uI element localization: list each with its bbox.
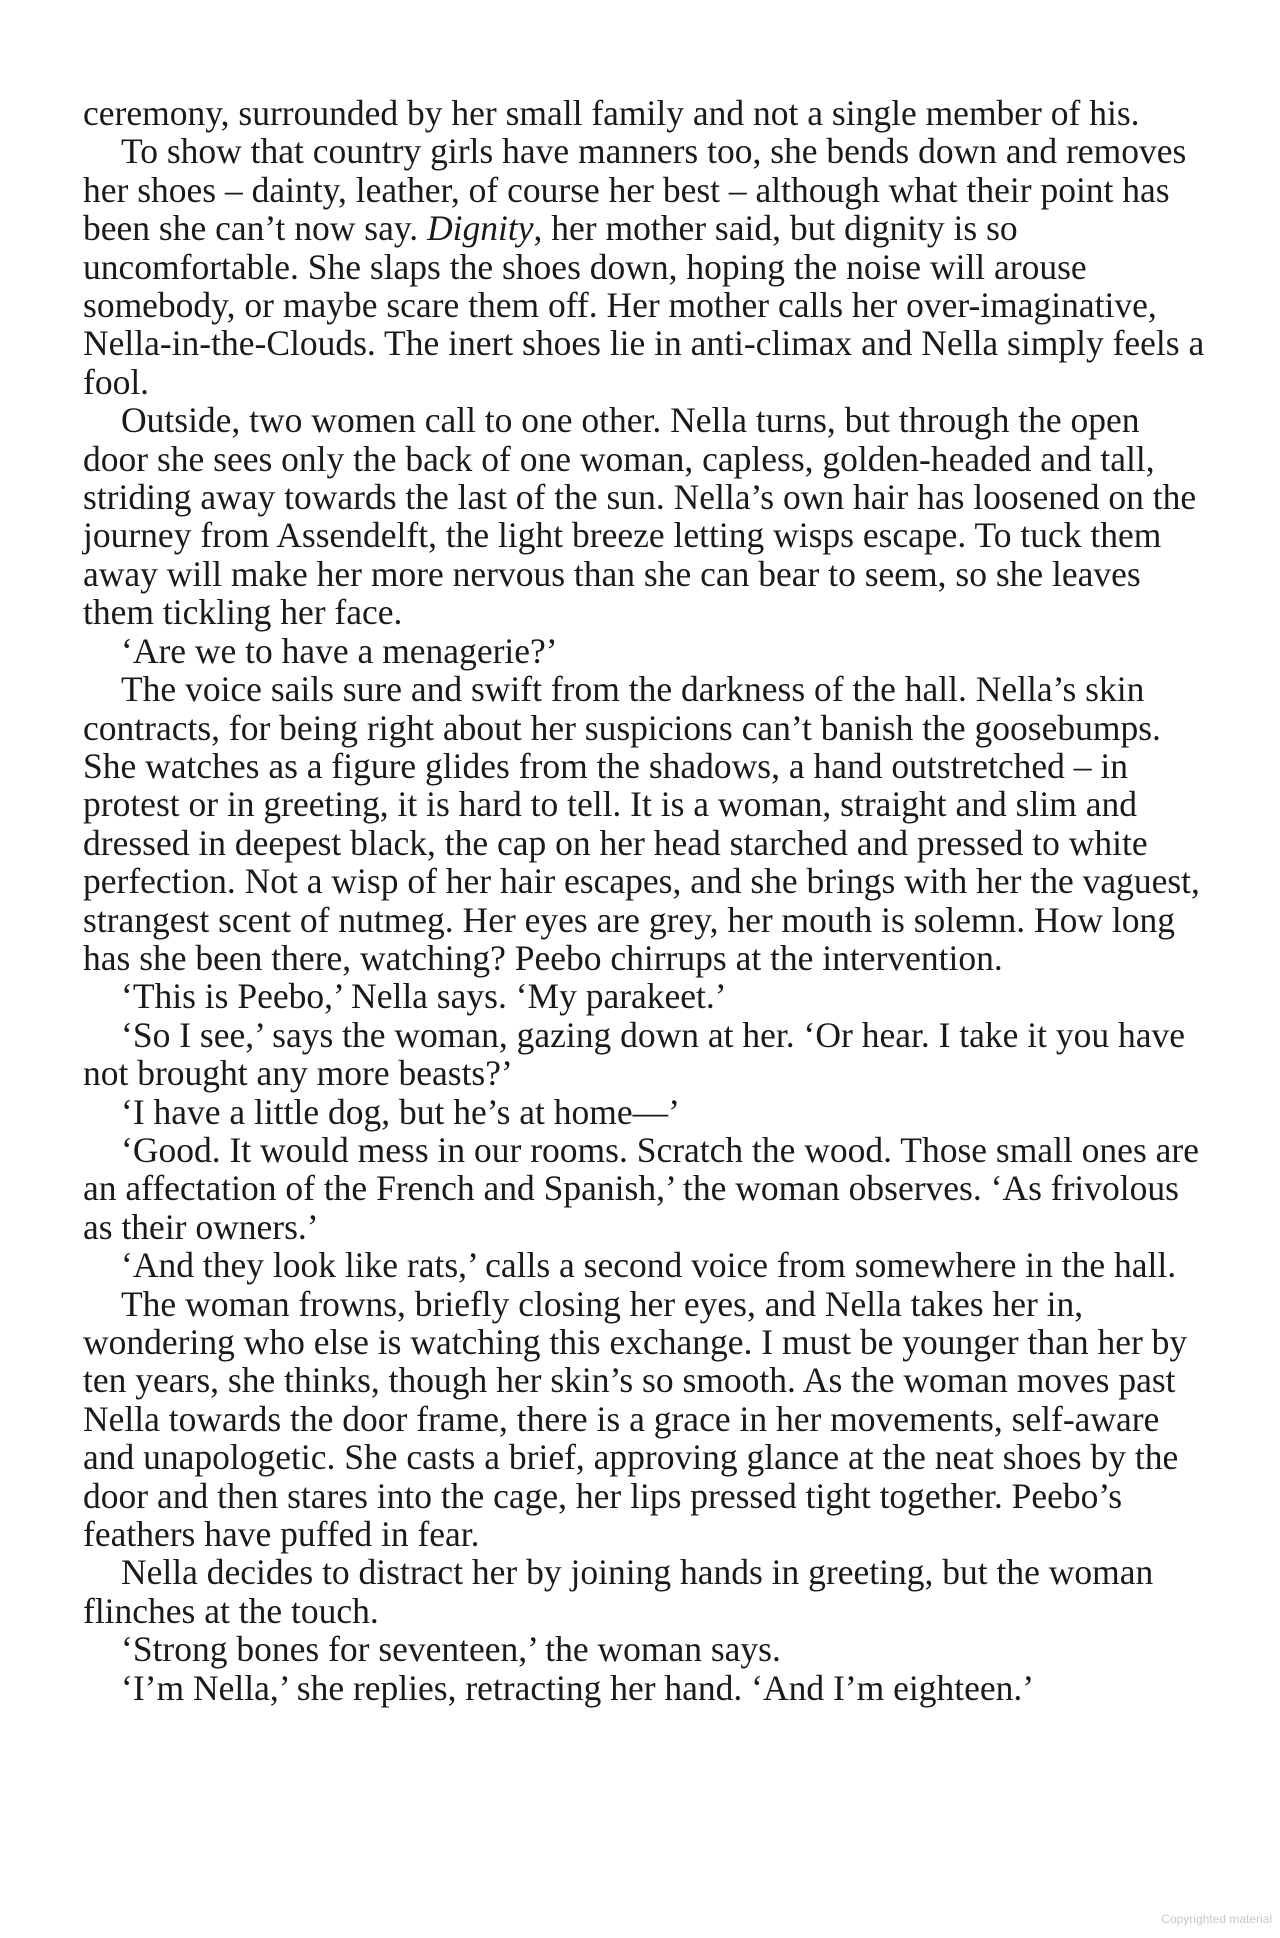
copyright-watermark: Copyrighted material (1161, 1912, 1272, 1926)
paragraph-2 (83, 132, 1213, 401)
paragraph-8: ‘I have a little dog, but he’s at home—’ (121, 1091, 680, 1132)
paragraph-2-italic-dignity: Dignity (427, 208, 534, 249)
paragraph-2-text-after: , her mother said, but dignity is so uncomfortable. She slaps the shoes down, hoping the noise will arouse somebody, or maybe scare them off. Her mother calls her over-imaginative, Nella-in-the-Clouds. The inert shoes lie in anti-climax and Nella simply feels a fool. (83, 208, 1205, 402)
paragraph-14: ‘I’m Nella,’ she replies, retracting her hand. ‘And I’m eighteen.’ (121, 1667, 1035, 1708)
paragraph-7: ‘So I see,’ says the woman, gazing down at her. ‘Or hear. I take it you have not brought any more beasts?’ (83, 1014, 1186, 1094)
paragraph-6: ‘This is Peebo,’ Nella says. ‘My parakeet.’ (121, 976, 727, 1017)
paragraph-2-text-before: To show that country girls have manners too, she bends down and removes her shoes – dainty, leather, of course her best – although what their point has been she can’t now say. (83, 131, 1187, 249)
paragraph-11: The woman frowns, briefly closing her eyes, and Nella takes her in, wondering who else is watching this exchange. I must be younger than her by ten years, she thinks, though her skin’s so smooth. As the woman moves past Nella towards the door frame, there is a grace in her movements, self-aware and unapologetic. She casts a brief, approving glance at the neat shoes by the door and then stares into the cage, her lips pressed tight together. Peebo’s feathers have puffed in fear. (83, 1283, 1188, 1555)
paragraph-3: Outside, two women call to one other. Nella turns, but through the open door she sees only the back of one woman, capless, golden-headed and tall, striding away towards the last of the sun. Nella’s own hair has loosened on the journey from Assendelft, the light breeze letting wisps escape. To tuck them away will make her more nervous than she can bear to seem, so she leaves them tickling her face. (83, 400, 1197, 633)
paragraph-1: ceremony, surrounded by her small family and not a single member of his. (83, 93, 1140, 133)
page-body-text (83, 94, 1213, 1707)
paragraph-13: ‘Strong bones for seventeen,’ the woman says. (121, 1629, 781, 1670)
paragraph-10: ‘And they look like rats,’ calls a second voice from somewhere in the hall. (121, 1245, 1177, 1286)
paragraph-5: The voice sails sure and swift from the darkness of the hall. Nella’s skin contracts, for being right about her suspicions can’t banish the goosebumps. She watches as a figure glides from the shadows, a hand outstretched – in protest or in greeting, it is hard to tell. It is a woman, straight and slim and dressed in deepest black, the cap on her head starched and pressed to white perfection. Not a wisp of her hair escapes, and she brings with her the vaguest, strangest scent of nutmeg. Her eyes are grey, her mouth is solemn. How long has she been there, watching? Peebo chirrups at the intervention. (83, 669, 1200, 978)
paragraph-9: ‘Good. It would mess in our rooms. Scratch the wood. Those small ones are an affectation of the French and Spanish,’ the woman observes. ‘As frivolous as their owners.’ (83, 1129, 1199, 1247)
paragraph-4: ‘Are we to have a menagerie?’ (121, 630, 558, 671)
paragraph-12: Nella decides to distract her by joining hands in greeting, but the woman flinches at the touch. (83, 1552, 1154, 1631)
